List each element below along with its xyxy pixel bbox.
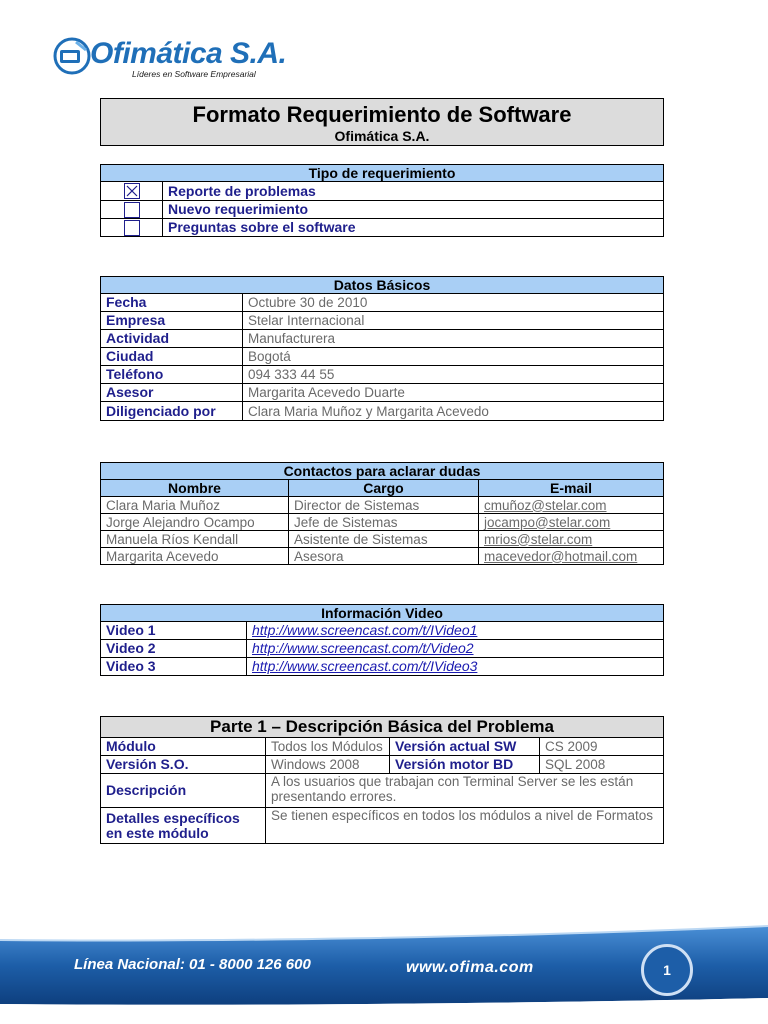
contact-role: Jefe de Sistemas: [289, 514, 479, 531]
contactos-table: [100, 462, 664, 565]
video-table: [100, 604, 664, 676]
modulo-label: Módulo: [101, 738, 266, 756]
video-link[interactable]: http://www.screencast.com/t/IVideo1: [247, 622, 664, 640]
datos-value: Octubre 30 de 2010: [243, 294, 664, 312]
checkbox-cell: [101, 219, 163, 237]
contact-email[interactable]: mrios@stelar.com: [479, 531, 664, 548]
contact-email[interactable]: jocampo@stelar.com: [479, 514, 664, 531]
tipo-item-label: Nuevo requerimiento: [163, 201, 664, 219]
contact-name: Jorge Alejandro Ocampo: [101, 514, 289, 531]
contact-role: Director de Sistemas: [289, 497, 479, 514]
datos-label: Fecha: [101, 294, 243, 312]
datos-value: 094 333 44 55: [243, 366, 664, 384]
contact-email[interactable]: cmuñoz@stelar.com: [479, 497, 664, 514]
datos-value: Manufacturera: [243, 330, 664, 348]
checkbox-reporte-problemas[interactable]: [124, 183, 140, 199]
video-label: Video 2: [101, 640, 247, 658]
parte1-table: [100, 716, 664, 844]
logo-tagline: Líderes en Software Empresarial: [132, 69, 256, 79]
checkbox-preguntas-software[interactable]: [124, 220, 140, 236]
parte1-header: Parte 1 – Descripción Básica del Problema: [101, 717, 664, 738]
datos-value: Clara Maria Muñoz y Margarita Acevedo: [243, 402, 664, 421]
contact-role: Asistente de Sistemas: [289, 531, 479, 548]
document-title-box: [100, 98, 664, 146]
version-sw-label: Versión actual SW: [390, 738, 540, 756]
table-row: [101, 531, 664, 548]
contact-name: Clara Maria Muñoz: [101, 497, 289, 514]
version-so-label: Versión S.O.: [101, 756, 266, 774]
checkbox-cell: [101, 201, 163, 219]
company-logo: [52, 34, 287, 82]
video-header: Información Video: [101, 605, 664, 622]
version-so-value: Windows 2008: [266, 756, 390, 774]
datos-label: Empresa: [101, 312, 243, 330]
version-sw-value: CS 2009: [540, 738, 664, 756]
tipo-item-label: Reporte de problemas: [163, 182, 664, 201]
descripcion-label: Descripción: [101, 774, 266, 808]
detalles-label: Detalles específicos en este módulo: [101, 808, 266, 844]
datos-label: Diligenciado por: [101, 402, 243, 421]
page-number: 1: [641, 944, 693, 996]
check-x-icon: [125, 184, 139, 198]
column-header: Nombre: [101, 480, 289, 497]
checkbox-nuevo-requerimiento[interactable]: [124, 202, 140, 218]
datos-label: Asesor: [101, 384, 243, 402]
datos-value: Margarita Acevedo Duarte: [243, 384, 664, 402]
video-link[interactable]: http://www.screencast.com/t/Video2: [247, 640, 664, 658]
table-row: [101, 497, 664, 514]
checkbox-cell: [101, 182, 163, 201]
datos-value: Stelar Internacional: [243, 312, 664, 330]
contact-role: Asesora: [289, 548, 479, 565]
datos-label: Actividad: [101, 330, 243, 348]
tipo-requerimiento-table: [100, 164, 664, 237]
document-company: Ofimática S.A.: [334, 128, 430, 144]
video-link[interactable]: http://www.screencast.com/t/IVideo3: [247, 658, 664, 676]
tipo-header: Tipo de requerimiento: [101, 165, 664, 182]
datos-header: Datos Básicos: [101, 277, 664, 294]
contact-name: Manuela Ríos Kendall: [101, 531, 289, 548]
table-row: [101, 548, 664, 565]
contact-name: Margarita Acevedo: [101, 548, 289, 565]
video-label: Video 1: [101, 622, 247, 640]
contactos-header: Contactos para aclarar dudas: [101, 463, 664, 480]
datos-basicos-table: [100, 276, 664, 421]
footer-website[interactable]: www.ofima.com: [406, 959, 534, 976]
column-header: E-mail: [479, 480, 664, 497]
document-title: Formato Requerimiento de Software: [192, 102, 572, 127]
version-bd-label: Versión motor BD: [390, 756, 540, 774]
footer-phone: Línea Nacional: 01 - 8000 126 600: [74, 956, 311, 973]
datos-label: Teléfono: [101, 366, 243, 384]
logo-icon: [52, 36, 92, 76]
column-header: Cargo: [289, 480, 479, 497]
logo-name: Ofimática S.A.: [90, 37, 287, 70]
datos-label: Ciudad: [101, 348, 243, 366]
tipo-item-label: Preguntas sobre el software: [163, 219, 664, 237]
detalles-value: Se tienen específicos en todos los módulos a nivel de Formatos: [266, 808, 664, 844]
version-bd-value: SQL 2008: [540, 756, 664, 774]
modulo-value: Todos los Módulos: [266, 738, 390, 756]
table-row: [101, 514, 664, 531]
datos-value: Bogotá: [243, 348, 664, 366]
descripcion-value: A los usuarios que trabajan con Terminal Server se les están presentando errores.: [266, 774, 664, 808]
contact-email[interactable]: macevedor@hotmail.com: [479, 548, 664, 565]
video-label: Video 3: [101, 658, 247, 676]
